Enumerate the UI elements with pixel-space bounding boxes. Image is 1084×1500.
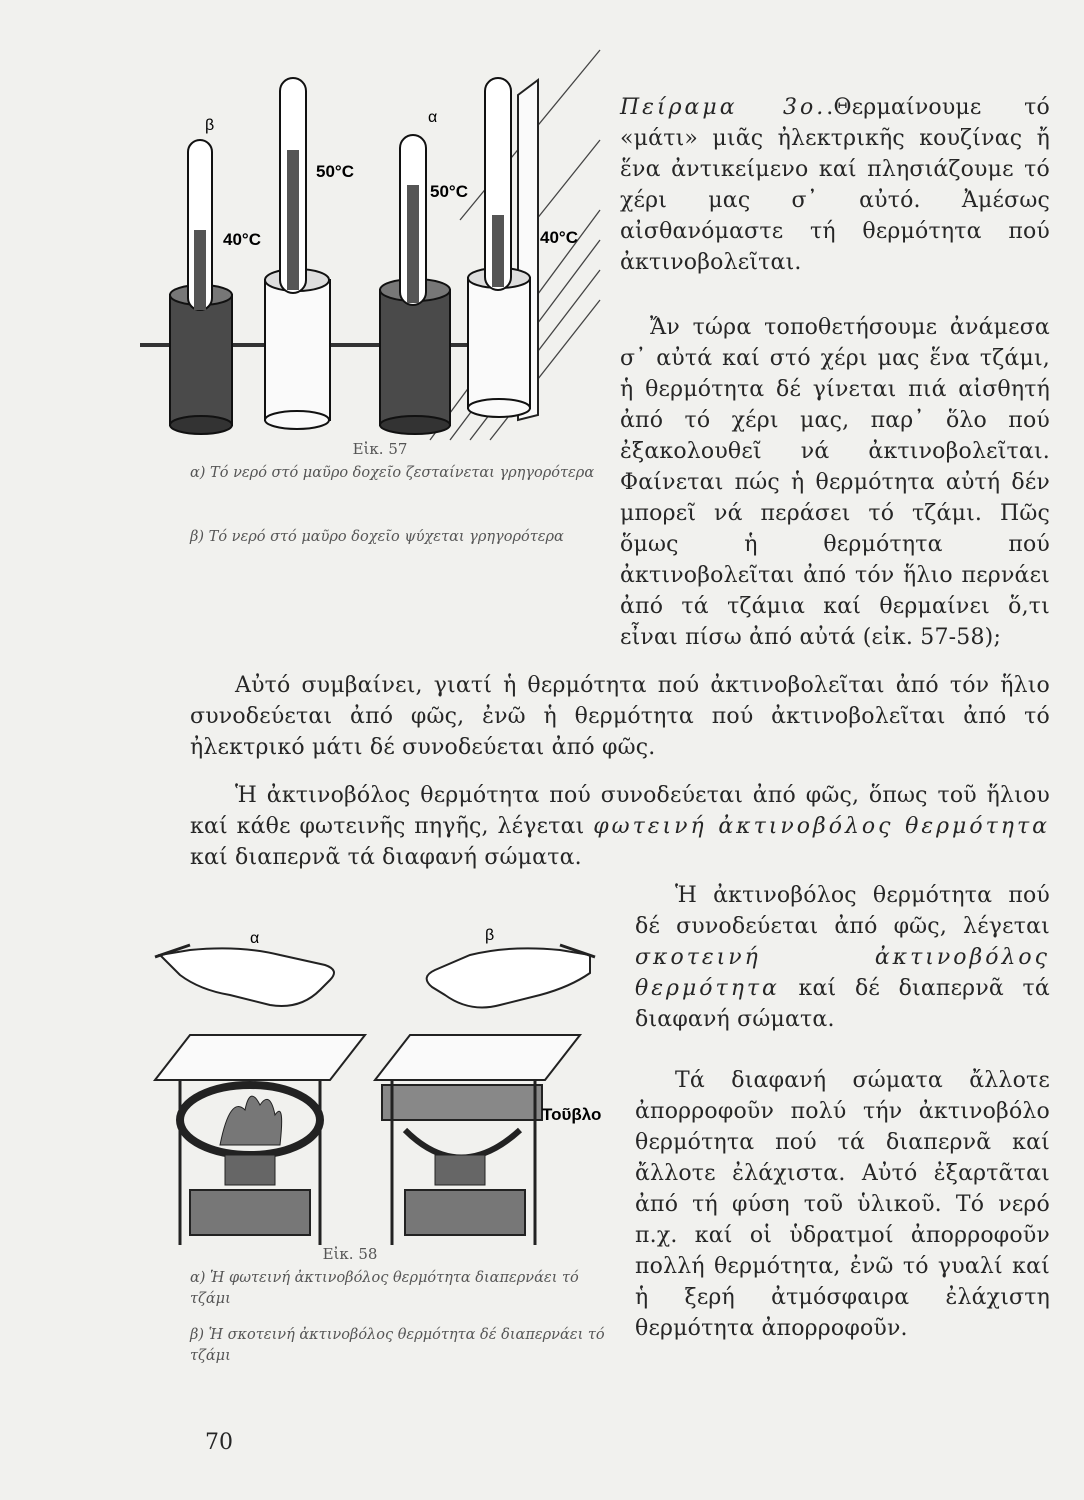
label-brick: Τοῦβλο <box>542 1105 602 1124</box>
beaker-beta <box>170 140 232 434</box>
hand-beta <box>427 945 595 1007</box>
figure-57-caption-b: β) Τό νερό στό μαῦρο δοχεῖο ψύχεται γρηγορότερα <box>190 529 564 545</box>
fig58-label-alpha: α <box>250 930 260 947</box>
paragraph-4: Ἡ ἀκτινοβόλος θερμότητα πού συνοδεύεται ἀπό φῶς, ὅπως τοῦ ἥλιου καί κάθε φωτεινῆς πηγῆς, λέγεται φωτεινή ἀκτινοβόλος θερμότητα καί διαπερνᾶ τά διαφανή σώματα. <box>190 783 1050 870</box>
term-luminous-radiant-heat: φωτεινή ἀκτινοβόλος θερμότητα <box>593 814 1050 839</box>
temp-50-alpha: 50°C <box>430 182 468 201</box>
paragraph-1-text: .Θερμαίνουμε τό «μάτι» μιᾶς ἠλεκτρικῆς κουζίνας ἤ ἕνα ἀντικείμενο καί πλησιάζουμε τό χέρι μας σ᾽ αὐτό. Ἀμέσως αἰσθανόμαστε τή θερμότητα πού ἀκτινοβολεῖται. <box>620 95 1050 275</box>
apparatus-beta <box>375 1035 580 1245</box>
temp-50-white: 50°C <box>316 162 354 181</box>
figure-57-thermometers <box>130 40 610 440</box>
paragraph-3: Αὐτό συμβαίνει, γιατί ἡ θερμότητα πού ἀκτινοβολεῖται ἀπό τόν ἥλιο συνοδεύεται ἀπό φῶς, ἐνῶ ἡ θερμότητα πού ἀκτινοβολεῖται ἀπό τό ἠλεκτρικό μάτι δέ συνοδεύεται ἀπό φῶς. <box>190 673 1050 760</box>
temp-40-white: 40°C <box>540 228 578 247</box>
experiment-label: Πείραμα 3ο. <box>620 95 827 120</box>
hand-alpha <box>155 945 334 1006</box>
label-alpha: α <box>428 109 438 126</box>
temp-40-beta: 40°C <box>223 230 261 249</box>
figure-57-title: Εἰκ. 57 <box>352 440 408 458</box>
figure-58-hands-glass <box>150 915 630 1245</box>
page-number: 70 <box>205 1430 233 1455</box>
paragraph-5: Ἡ ἀκτινοβόλος θερμότητα πού δέ συνοδεύεται ἀπό φῶς, λέγεται σκοτεινή ἀκτινοβόλος θερμότητα καί δέ διαπερνᾶ τά διαφανή σώματα. <box>635 883 1050 1032</box>
figure-58-title: Εἰκ. 58 <box>322 1245 378 1263</box>
beaker-alpha <box>380 135 450 434</box>
figure-58-caption-b: β) Ἡ σκοτεινή ἀκτινοβόλος θερμότητα δέ διαπερνάει τό τζάμι <box>190 1327 605 1364</box>
figure-58-caption-a: α) Ἡ φωτεινή ἀκτινοβόλος θερμότητα διαπερνάει τό τζάμι <box>190 1270 579 1307</box>
paragraph-2-text: Ἄν τώρα τοποθετήσουμε ἀνάμεσα σ᾽ αὐτά καί στό χέρι μας ἕνα τζάμι, ἡ θερμότητα δέ γίνεται πιά αἰσθητή ἀπό τό χέρι μας, παρ᾽ ὅλο πού ἐξακολουθεῖ νά ἀκτινοβολεῖται. Φαίνεται πώς ἡ θερμότητα αὐτή δέν μπορεῖ νά περάσει τό τζάμι. Πῶς ὅμως ἡ θερμότητα πού ἀκτινοβολεῖται ἀπό τόν ἥλιο περνάει ἀπό τά τζάμια καί θερμαίνει ὅ,τι εἶναι πίσω ἀπό αὐτά (εἰκ. 57-58); <box>620 315 1050 650</box>
paragraph-6: Τά διαφανή σώματα ἄλλοτε ἀπορροφοῦν πολύ τήν ἀκτινοβόλο θερμότητα πού τά διαπερνᾶ καί ἄλλοτε ἐλάχιστα. Αὐτό ἐξαρτᾶται ἀπό τή φύση τοῦ ὑλικοῦ. Τό νερό π.χ. καί οἱ ὑδρατμοί ἀπορροφοῦν πολλή θερμότητα, ἐνῶ τό γυαλί καί ἡ ξερή ἀτμόσφαιρα ἐλάχιστη θερμότητα ἀπορροφοῦν. <box>635 1068 1050 1341</box>
paragraph-2-upper <box>620 312 1050 650</box>
label-beta: β <box>205 117 215 134</box>
beaker-white-1 <box>265 78 330 429</box>
paragraph-experiment <box>620 92 1050 278</box>
apparatus-alpha <box>155 1035 365 1245</box>
figure-57-caption-a: α) Τό νερό στό μαῦρο δοχεῖο ζεσταίνεται γρηγορότερα <box>190 465 595 481</box>
term-dark-radiant-heat: σκοτεινή ἀκτινοβόλος θερμότητα <box>635 945 1050 1001</box>
fig58-label-beta: β <box>485 927 495 944</box>
